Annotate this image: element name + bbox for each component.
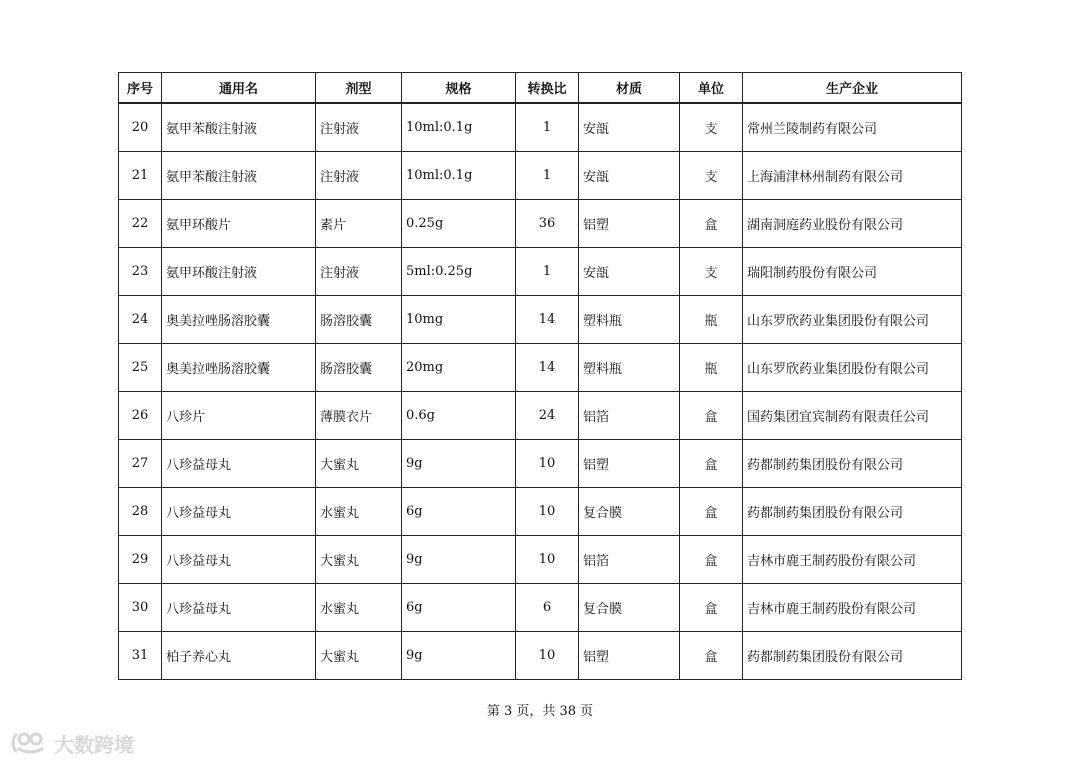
cell-seq: 27 [119, 440, 162, 488]
header-manufacturer: 生产企业 [743, 73, 962, 104]
cell-unit: 盒 [680, 392, 743, 440]
cell-generic-name: 氨甲环酸注射液 [162, 248, 316, 296]
page-number: 第 3 页，共 38 页 [486, 704, 594, 719]
cell-seq: 29 [119, 536, 162, 584]
cell-conversion-ratio: 14 [516, 296, 579, 344]
cell-spec: 0.25g [402, 200, 516, 248]
cell-conversion-ratio: 10 [516, 536, 579, 584]
cell-generic-name: 氨甲苯酸注射液 [162, 103, 316, 152]
header-unit: 单位 [680, 73, 743, 104]
table-row [119, 536, 962, 584]
cell-manufacturer: 吉林市鹿王制药股份有限公司 [743, 536, 962, 584]
cell-material: 铝箔 [579, 536, 680, 584]
cell-material: 铝塑 [579, 632, 680, 680]
cell-material: 塑料瓶 [579, 344, 680, 392]
cell-spec: 10mg [402, 296, 516, 344]
cell-generic-name: 柏子养心丸 [162, 632, 316, 680]
cell-generic-name: 八珍益母丸 [162, 440, 316, 488]
cell-spec: 20mg [402, 344, 516, 392]
cell-unit: 盒 [680, 584, 743, 632]
cell-seq: 20 [119, 103, 162, 152]
cell-generic-name: 氨甲苯酸注射液 [162, 152, 316, 200]
table-row [119, 584, 962, 632]
cell-manufacturer: 药都制药集团股份有限公司 [743, 440, 962, 488]
table-row [119, 632, 962, 680]
cell-material: 安瓿 [579, 103, 680, 152]
cell-unit: 支 [680, 248, 743, 296]
cell-dosage-form: 水蜜丸 [316, 584, 402, 632]
cell-seq: 22 [119, 200, 162, 248]
cell-manufacturer: 常州兰陵制药有限公司 [743, 103, 962, 152]
table-row [119, 440, 962, 488]
cell-unit: 盒 [680, 440, 743, 488]
cell-dosage-form: 大蜜丸 [316, 632, 402, 680]
table-row [119, 248, 962, 296]
table-row [119, 152, 962, 200]
drug-catalog-table [118, 72, 962, 680]
cell-seq: 28 [119, 488, 162, 536]
cell-conversion-ratio: 10 [516, 632, 579, 680]
table-row [119, 200, 962, 248]
cell-seq: 25 [119, 344, 162, 392]
header-conversion-ratio: 转换比 [516, 73, 579, 104]
cell-conversion-ratio: 14 [516, 344, 579, 392]
cell-dosage-form: 注射液 [316, 152, 402, 200]
cell-generic-name: 奥美拉唑肠溶胶囊 [162, 296, 316, 344]
cell-spec: 9g [402, 440, 516, 488]
cell-conversion-ratio: 1 [516, 152, 579, 200]
table-row [119, 344, 962, 392]
cell-material: 安瓿 [579, 152, 680, 200]
cell-material: 铝箔 [579, 392, 680, 440]
cell-material: 铝塑 [579, 200, 680, 248]
cell-dosage-form: 水蜜丸 [316, 488, 402, 536]
cell-seq: 23 [119, 248, 162, 296]
cell-seq: 21 [119, 152, 162, 200]
cell-spec: 9g [402, 536, 516, 584]
cell-generic-name: 八珍片 [162, 392, 316, 440]
cell-spec: 6g [402, 488, 516, 536]
cell-dosage-form: 注射液 [316, 248, 402, 296]
cell-unit: 盒 [680, 488, 743, 536]
watermark-text: 大数跨境 [54, 732, 134, 757]
cell-manufacturer: 湖南洞庭药业股份有限公司 [743, 200, 962, 248]
watermark [10, 730, 134, 756]
cell-manufacturer: 上海浦津林州制药有限公司 [743, 152, 962, 200]
cell-unit: 瓶 [680, 296, 743, 344]
cell-generic-name: 氨甲环酸片 [162, 200, 316, 248]
cell-spec: 6g [402, 584, 516, 632]
table-row [119, 488, 962, 536]
cell-unit: 盒 [680, 536, 743, 584]
cell-unit: 瓶 [680, 344, 743, 392]
cell-material: 复合膜 [579, 584, 680, 632]
cell-material: 安瓿 [579, 248, 680, 296]
cell-material: 铝塑 [579, 440, 680, 488]
cell-dosage-form: 大蜜丸 [316, 440, 402, 488]
cell-unit: 支 [680, 103, 743, 152]
cell-conversion-ratio: 1 [516, 248, 579, 296]
cell-generic-name: 八珍益母丸 [162, 536, 316, 584]
cell-dosage-form: 大蜜丸 [316, 536, 402, 584]
table-row [119, 103, 962, 152]
cell-conversion-ratio: 36 [516, 200, 579, 248]
cell-spec: 10ml:0.1g [402, 103, 516, 152]
cell-dosage-form: 肠溶胶囊 [316, 296, 402, 344]
cell-conversion-ratio: 10 [516, 488, 579, 536]
cell-conversion-ratio: 6 [516, 584, 579, 632]
header-seq: 序号 [119, 73, 162, 104]
cell-manufacturer: 山东罗欣药业集团股份有限公司 [743, 296, 962, 344]
cell-generic-name: 奥美拉唑肠溶胶囊 [162, 344, 316, 392]
cell-unit: 支 [680, 152, 743, 200]
logo-icon [10, 731, 50, 755]
cell-conversion-ratio: 24 [516, 392, 579, 440]
cell-manufacturer: 国药集团宜宾制药有限责任公司 [743, 392, 962, 440]
cell-seq: 31 [119, 632, 162, 680]
cell-unit: 盒 [680, 632, 743, 680]
cell-dosage-form: 薄膜衣片 [316, 392, 402, 440]
cell-material: 复合膜 [579, 488, 680, 536]
cell-seq: 26 [119, 392, 162, 440]
cell-dosage-form: 肠溶胶囊 [316, 344, 402, 392]
cell-seq: 24 [119, 296, 162, 344]
cell-manufacturer: 吉林市鹿王制药股份有限公司 [743, 584, 962, 632]
header-material: 材质 [579, 73, 680, 104]
cell-material: 塑料瓶 [579, 296, 680, 344]
header-spec: 规格 [402, 73, 516, 104]
table-body [119, 103, 962, 680]
cell-manufacturer: 药都制药集团股份有限公司 [743, 488, 962, 536]
cell-conversion-ratio: 10 [516, 440, 579, 488]
cell-manufacturer: 瑞阳制药股份有限公司 [743, 248, 962, 296]
cell-manufacturer: 药都制药集团股份有限公司 [743, 632, 962, 680]
cell-generic-name: 八珍益母丸 [162, 584, 316, 632]
cell-spec: 9g [402, 632, 516, 680]
header-generic-name: 通用名 [162, 73, 316, 104]
table-header-row [119, 73, 962, 104]
header-dosage-form: 剂型 [316, 73, 402, 104]
cell-spec: 0.6g [402, 392, 516, 440]
cell-generic-name: 八珍益母丸 [162, 488, 316, 536]
cell-spec: 5ml:0.25g [402, 248, 516, 296]
cell-dosage-form: 素片 [316, 200, 402, 248]
cell-unit: 盒 [680, 200, 743, 248]
cell-seq: 30 [119, 584, 162, 632]
cell-conversion-ratio: 1 [516, 103, 579, 152]
cell-dosage-form: 注射液 [316, 103, 402, 152]
table-row [119, 296, 962, 344]
table-row [119, 392, 962, 440]
cell-manufacturer: 山东罗欣药业集团股份有限公司 [743, 344, 962, 392]
cell-spec: 10ml:0.1g [402, 152, 516, 200]
